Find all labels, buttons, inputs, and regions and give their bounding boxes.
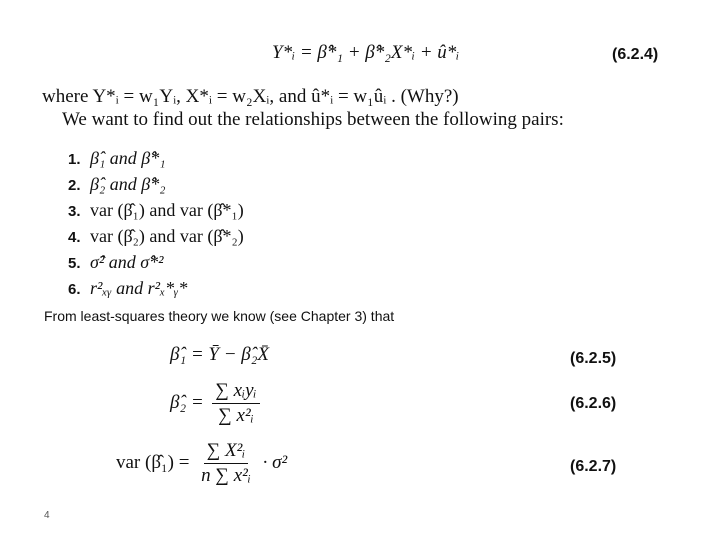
fraction-numerator: ∑ xᵢyᵢ: [212, 380, 259, 404]
fraction-denominator: ∑ x²ᵢ: [218, 405, 254, 426]
list-number: 1.: [68, 151, 81, 168]
intro-sentence: We want to find out the relationships between the following pairs:: [62, 109, 564, 130]
equation-tail: · σ²: [262, 451, 288, 473]
fraction-denominator: n ∑ x²ᵢ: [201, 465, 251, 486]
equation-6-2-5: [170, 344, 269, 366]
equation-number-6-2-7: (6.2.7): [570, 458, 617, 475]
list-item: [68, 276, 244, 302]
list-item: [68, 224, 244, 250]
list-text: var (β̂₁) and var (β̂*₁): [90, 200, 244, 220]
list-text: var (β̂₂) and var (β̂*₂): [90, 226, 244, 246]
list-item: [68, 146, 244, 172]
list-number: 5.: [68, 255, 81, 272]
list-text: β̂₂ and β̂*₂: [90, 174, 166, 194]
equation-lhs: var (β̂₁) =: [116, 451, 190, 473]
list-text: σ̂² and σ̂*²: [90, 252, 164, 272]
list-number: 6.: [68, 281, 81, 298]
equation-6-2-7: [116, 440, 287, 487]
equation-6-2-4: Y*ᵢ = β̂*₁ + β̂*₂X*ᵢ + û*ᵢ: [272, 42, 460, 63]
equation-6-2-6: [170, 380, 264, 427]
equation-rhs: Ȳ − β̂₂X̄: [208, 344, 269, 365]
least-squares-note: From least-squares theory we know (see Chapter 3) that: [44, 308, 395, 324]
list-text: r²ₓᵧ and r²ₓ*ᵧ*: [90, 278, 188, 298]
equation-lhs: β̂₂ =: [170, 391, 204, 413]
list-number: 3.: [68, 203, 81, 220]
equation-number-6-2-4: (6.2.4): [612, 46, 659, 63]
where-definitions: where Y*ᵢ = w₁Yᵢ, X*ᵢ = w₂Xᵢ, and û*ᵢ = w₁ûᵢ . (Why?): [42, 86, 459, 107]
list-item: [68, 250, 244, 276]
equation-lhs: β̂₁ =: [170, 344, 204, 365]
page-number: 4: [44, 510, 50, 521]
list-item: [68, 198, 244, 224]
list-item: [68, 172, 244, 198]
list-text: β̂₁ and β̂*₁: [90, 148, 166, 168]
pairs-list: [68, 146, 244, 302]
fraction-numerator: ∑ X²ᵢ: [204, 440, 249, 464]
fraction: [212, 380, 259, 427]
equation-number-6-2-6: (6.2.6): [570, 395, 617, 412]
fraction: [198, 440, 254, 487]
equation-number-6-2-5: (6.2.5): [570, 350, 617, 367]
list-number: 2.: [68, 177, 81, 194]
list-number: 4.: [68, 229, 81, 246]
